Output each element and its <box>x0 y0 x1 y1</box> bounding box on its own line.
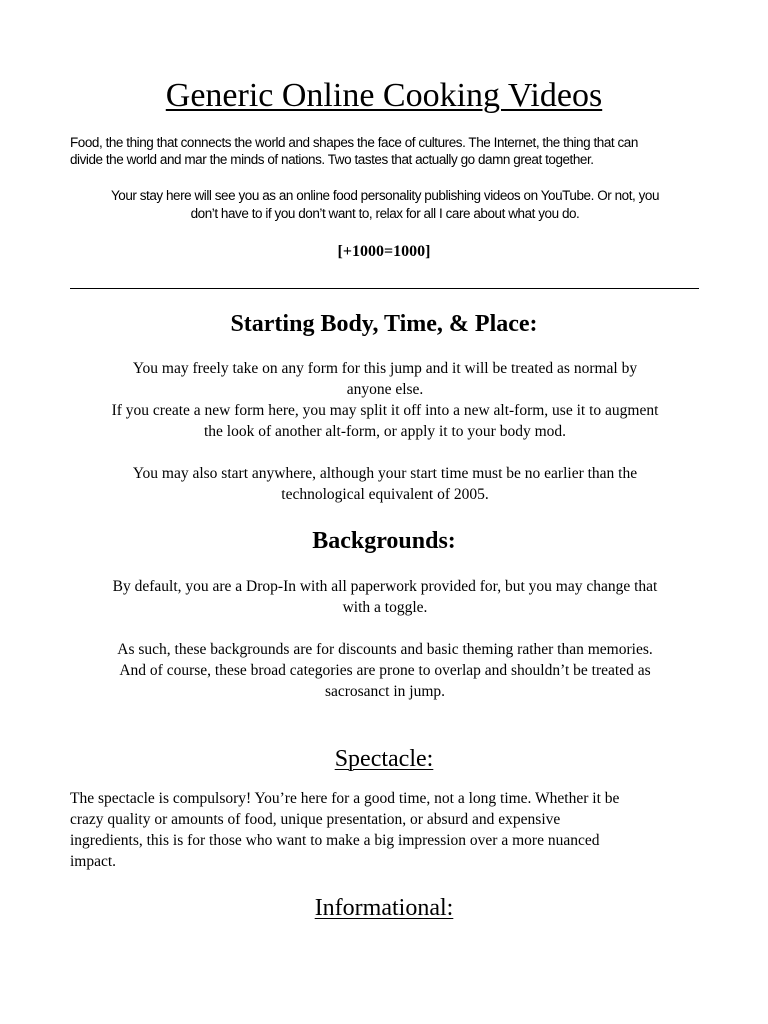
horizontal-divider <box>70 288 699 289</box>
paragraph-line: And of course, these broad categories are prone to overlap and shouldn’t be treated as <box>119 662 651 679</box>
starting-heading: Starting Body, Time, & Place: <box>230 311 538 337</box>
starting-paragraph <box>70 358 700 505</box>
intro-paragraph-2 <box>70 187 700 223</box>
paragraph-line: You may also start anywhere, although your start time must be no earlier than the <box>132 465 638 482</box>
backgrounds-heading: Backgrounds: <box>312 528 456 554</box>
paragraph-line: the look of another alt-form, or apply it to your body mod. <box>203 423 567 440</box>
paragraph-line: impact. <box>70 853 117 870</box>
starting-points: [+1000=1000] <box>337 243 431 260</box>
paragraph-line: You may freely take on any form for this jump and it will be treated as normal by <box>132 360 638 377</box>
intro-line: don’t have to if you don’t want to, relax for all I care about what you do. <box>190 206 580 221</box>
paragraph-line: By default, you are a Drop-In with all paperwork provided for, but you may change that <box>112 578 658 595</box>
paragraph-line: If you create a new form here, you may split it off into a new alt-form, use it to augment <box>111 402 659 419</box>
backgrounds-paragraph <box>70 576 700 702</box>
paragraph-line: sacrosanct in jump. <box>324 683 446 700</box>
spectacle-heading: Spectacle: <box>334 746 434 772</box>
intro-paragraph <box>70 134 700 168</box>
paragraph-line: ingredients, this is for those who want to make a big impression over a more nuanced <box>70 832 600 849</box>
intro-line: divide the world and mar the minds of nations. Two tastes that actually go damn great together. <box>70 152 594 167</box>
informational-heading: Informational: <box>314 895 454 921</box>
spectacle-paragraph <box>70 788 700 872</box>
paragraph-line: The spectacle is compulsory! You’re here for a good time, not a long time. Whether it be <box>70 790 620 807</box>
paragraph-spacer <box>70 618 700 639</box>
intro-line: Your stay here will see you as an online food personality publishing videos on YouTube. Or not, you <box>110 188 660 203</box>
paragraph-line: anyone else. <box>346 381 424 398</box>
paragraph-line: with a toggle. <box>342 599 428 616</box>
paragraph-line: technological equivalent of 2005. <box>281 486 489 503</box>
paragraph-spacer <box>70 442 700 463</box>
paragraph-line: As such, these backgrounds are for discounts and basic theming rather than memories. <box>117 641 653 658</box>
intro-line: Food, the thing that connects the world and shapes the face of cultures. The Internet, the thing that can <box>70 135 638 150</box>
paragraph-line: crazy quality or amounts of food, unique presentation, or absurd and expensive <box>70 811 561 828</box>
document-title: Generic Online Cooking Videos <box>165 77 603 114</box>
